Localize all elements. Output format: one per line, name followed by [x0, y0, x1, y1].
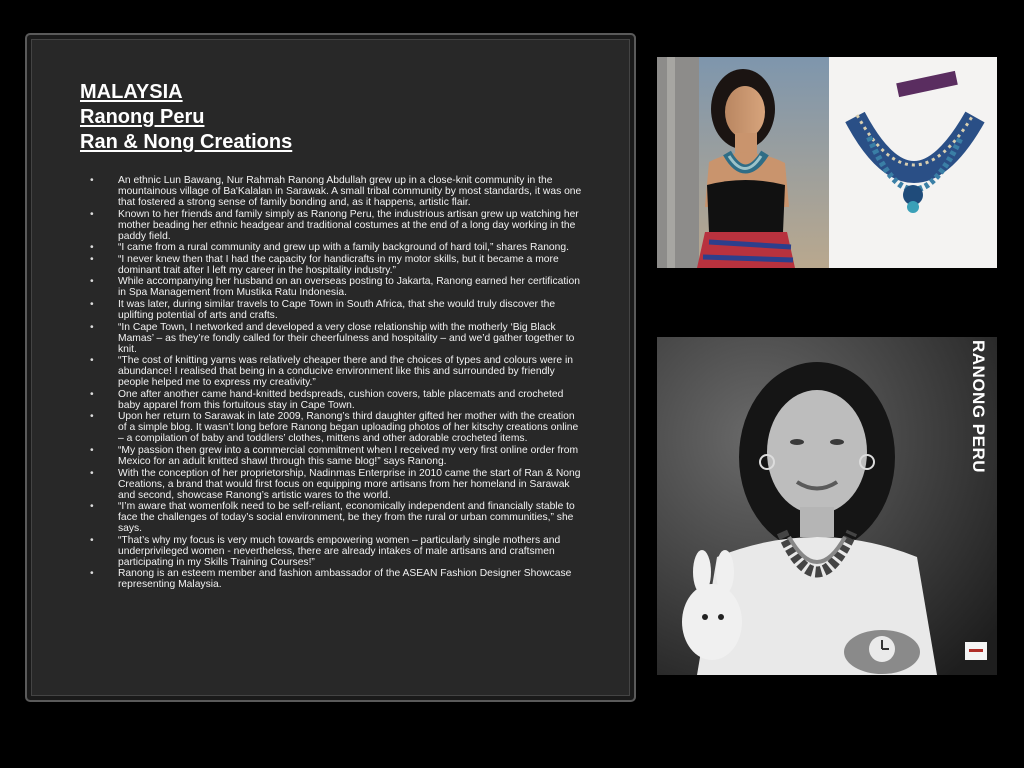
list-item: [90, 501, 585, 534]
bullet-text: “The cost of knitting yarns was relatively cheaper there and the choices of types and colours were in abundance! I realised that being in a conducive environment like this and surrounded by friendly people helped me to express my creativity.”: [118, 355, 574, 389]
bullet-icon: •: [90, 276, 94, 288]
bullet-text: “I never knew then that I had the capacity for handicrafts in my motor skills, but it became a more dominant trait after I left my career in the hospitality industry.”: [118, 253, 559, 276]
bullet-text: While accompanying her husband on an overseas posting to Jakarta, Ranong earned her certification in Spa Management from Mustika Ratu Indonesia.: [118, 276, 580, 299]
bullet-text: An ethnic Lun Bawang, Nur Rahmah Ranong Abdullah grew up in a close-knit community in the mountainous village of Ba'Kalalan in Sarawak. A small tribal community by most standards, it was one that fostered a strong sense of family bonding and, as it happens, artistic flair.: [118, 175, 582, 208]
bullet-icon: •: [90, 501, 94, 513]
person-title: Ranong Peru: [80, 106, 205, 128]
bullet-icon: •: [90, 568, 94, 580]
bullet-icon: •: [90, 321, 94, 333]
bullet-text: One after another came hand-knitted bedspreads, cushion covers, table placemats and crocheted baby apparel from this fortuitous stay in Cape Town.: [118, 388, 564, 411]
list-item: [90, 355, 585, 388]
list-item: [90, 276, 585, 298]
bullet-text: Known to her friends and family simply as Ranong Peru, the industrious artisan grew up watching her mother beading her ethnic headgear and traditional costumes at the end of a long day working in the paddy field.: [118, 208, 579, 242]
list-item: [90, 242, 585, 253]
list-item: [90, 411, 585, 444]
bullet-text: “That’s why my focus is very much towards empowering women – particularly single mothers and underprivileged women - nevertheless, there are already intakes of male artisans and craftsmen participating in my Skills Training Courses!”: [118, 534, 561, 568]
country-title: MALAYSIA: [80, 81, 183, 103]
list-item: [90, 535, 585, 568]
bullet-icon: •: [90, 208, 94, 220]
bullet-text: “I came from a rural community and grew up with a family background of hard toil,” shares Ranong.: [118, 242, 569, 254]
bullet-icon: •: [90, 355, 94, 367]
bullet-icon: •: [90, 175, 94, 186]
bullet-list: [90, 175, 585, 591]
bullet-text: With the conception of her proprietorship, Nadinmas Enterprise in 2010 came the start of Ran & Nong Creations, a brand that would first focus on equipping more artisans from her homeland in Sarawak and second, showcase Ranong’s artistic wares to the world.: [118, 467, 581, 501]
bullet-text: Upon her return to Sarawak in late 2009, Ranong’s third daughter gifted her mother with the creation of a simple blog. It wasn’t long before Ranong began uploading photos of her kitschy creations online – a compilation of baby and toddlers’ clothes, mittens and other adorable crocheted items.: [118, 411, 579, 445]
bullet-icon: •: [90, 444, 94, 456]
list-item: [90, 209, 585, 242]
bullet-text: “My passion then grew into a commercial commitment when I received my very first online order from Mexico for an adult knitted shawl through this same blog!” says Ranong.: [118, 444, 579, 467]
list-item: [90, 389, 585, 411]
bullet-icon: •: [90, 411, 94, 423]
vertical-name-label: RANONG PERU: [969, 340, 988, 474]
list-item: [90, 568, 585, 590]
model-necklace-photo: [657, 57, 997, 268]
list-item: [90, 445, 585, 467]
list-item: [90, 322, 585, 355]
bullet-icon: •: [90, 242, 94, 254]
bullet-text: Ranong is an esteem member and fashion ambassador of the ASEAN Fashion Designer Showcase representing Malaysia.: [118, 568, 572, 591]
bullet-text: “I’m aware that womenfolk need to be self-reliant, economically independent and financially stable to face the challenges of today’s social environment, be they from the rural or urban communities,” she says.: [118, 501, 575, 535]
bullet-icon: •: [90, 298, 94, 310]
list-item: [90, 468, 585, 501]
bullet-text: “In Cape Town, I networked and developed a very close relationship with the motherly ‘Big Black Mamas’ – as they’re fondly called for their cheerfulness and hospitality – and we’d gather together to knit.: [118, 321, 575, 355]
list-item: [90, 175, 585, 208]
brand-title: Ran & Nong Creations: [80, 131, 293, 153]
portrait-photo: [657, 337, 997, 675]
bullet-icon: •: [90, 534, 94, 546]
bullet-icon: •: [90, 388, 94, 400]
title-block: [80, 80, 292, 155]
bullet-icon: •: [90, 467, 94, 479]
list-item: [90, 299, 585, 321]
bullet-icon: •: [90, 253, 94, 265]
bullet-text: It was later, during similar travels to Cape Town in South Africa, that she would truly discover the uplifting potential of arts and crafts.: [118, 298, 556, 321]
list-item: [90, 254, 585, 276]
